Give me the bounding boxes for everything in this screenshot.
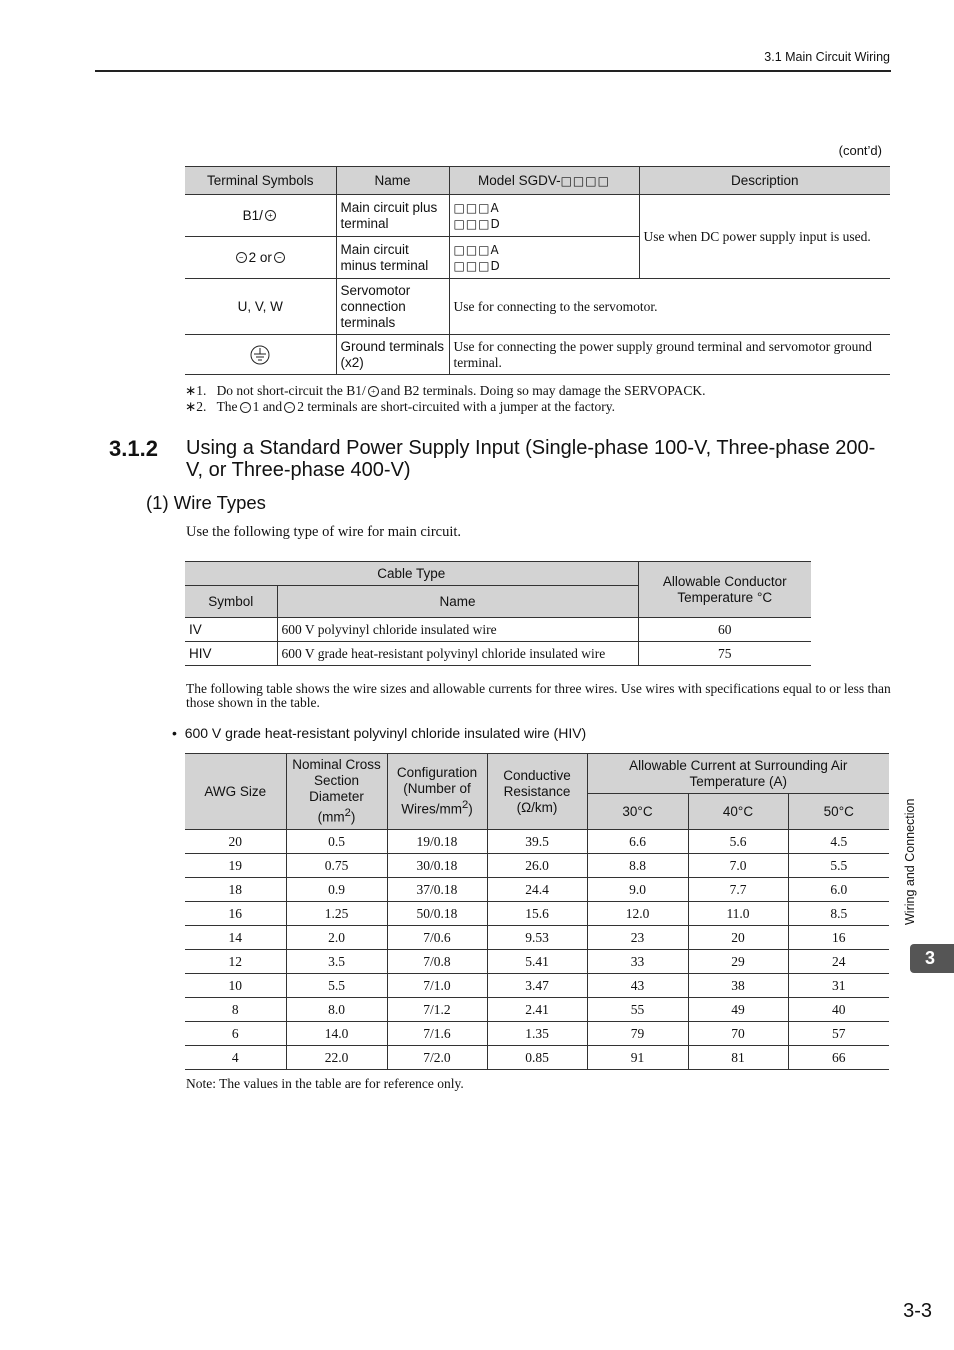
plus-circle-icon: +: [368, 386, 379, 397]
intro-text: Use the following type of wire for main circuit.: [186, 524, 462, 540]
table-row: [185, 998, 889, 1022]
table-cell: 0.5: [286, 830, 387, 854]
table-cell: 43: [587, 974, 688, 998]
table-cell: 39.5: [487, 830, 587, 854]
table-cell: 7/2.0: [387, 1046, 487, 1070]
table-cell: 2.0: [286, 926, 387, 950]
table-cell: 18: [185, 878, 286, 902]
symbol-uvw: U, V, W: [185, 279, 336, 335]
table-cell: 12.0: [587, 902, 688, 926]
table-row: [185, 830, 889, 854]
table-cell: 15.6: [487, 902, 587, 926]
table-cell: 1.35: [487, 1022, 587, 1046]
plus-circle-icon: +: [265, 210, 276, 221]
table-cell: 7.0: [688, 854, 788, 878]
name-minus-terminal: Main circuit minus terminal: [336, 237, 449, 279]
table-cell: 16: [788, 926, 889, 950]
header-temp-50: 50°C: [788, 794, 889, 830]
table-cell: 0.85: [487, 1046, 587, 1070]
header-cable-name: Name: [277, 586, 638, 618]
cable-type-table: [185, 561, 811, 666]
table-row: [185, 878, 889, 902]
header-configuration: Configuration (Number of Wires/$mm^2$): [387, 754, 487, 830]
table-cell: 5.5: [286, 974, 387, 998]
table-cell: 9.0: [587, 878, 688, 902]
table-cell: 29: [688, 950, 788, 974]
table-cell: 7/0.8: [387, 950, 487, 974]
header-terminal-symbols: Terminal Symbols: [185, 167, 336, 195]
header-rule: [95, 70, 891, 72]
table-cell: 50/0.18: [387, 902, 487, 926]
table-cell: 4: [185, 1046, 286, 1070]
ground-icon: [250, 345, 270, 365]
minus-circle-icon: −: [236, 252, 247, 263]
table-cell: 33: [587, 950, 688, 974]
cable-symbol: IV: [185, 618, 277, 642]
table-cell: 66: [788, 1046, 889, 1070]
table-cell: 14.0: [286, 1022, 387, 1046]
bullet-hiv: • 600 V grade heat-resistant polyvinyl chloride insulated wire (HIV): [172, 725, 587, 741]
table-cell: 7/1.0: [387, 974, 487, 998]
table-cell: 9.53: [487, 926, 587, 950]
footnote-1: ∗1. Do not short-circuit the B1/ + and B2 terminals. Doing so may damage the SERVOPACK.: [185, 383, 706, 398]
table-cell: 79: [587, 1022, 688, 1046]
table-cell: 81: [688, 1046, 788, 1070]
header-nominal-diameter: Nominal Cross Section Diameter $(mm^2)$: [286, 754, 387, 830]
table-row: [185, 1022, 889, 1046]
header-allowable-current: Allowable Current at Surrounding Air Temperature (A): [587, 754, 889, 794]
table-cell: 16: [185, 902, 286, 926]
table-cell: 38: [688, 974, 788, 998]
table-cell: 20: [688, 926, 788, 950]
symbol-minus: − 2 or −: [185, 237, 336, 279]
table-cell: 8.8: [587, 854, 688, 878]
table-cell: 11.0: [688, 902, 788, 926]
table-cell: 55: [587, 998, 688, 1022]
subheading-wire-types: (1) Wire Types: [146, 492, 266, 513]
header-description: Description: [639, 167, 890, 195]
continued-label: (cont’d): [838, 143, 882, 158]
header-temp-30: 30°C: [587, 794, 688, 830]
cable-name: 600 V grade heat-resistant polyvinyl chloride insulated wire: [277, 642, 638, 666]
table-cell: 8: [185, 998, 286, 1022]
table-cell: 2.41: [487, 998, 587, 1022]
header-temp-40: 40°C: [688, 794, 788, 830]
section-number: 3.1.2: [109, 436, 158, 461]
running-header: 3.1 Main Circuit Wiring: [764, 50, 890, 64]
table-cell: 4.5: [788, 830, 889, 854]
table-cell: 49: [688, 998, 788, 1022]
table-cell: 24: [788, 950, 889, 974]
table-cell: 22.0: [286, 1046, 387, 1070]
symbol-b1: B1/ +: [185, 195, 336, 237]
cable-name: 600 V polyvinyl chloride insulated wire: [277, 618, 638, 642]
table-row: [185, 902, 889, 926]
minus-circle-icon: −: [284, 402, 295, 413]
name-servomotor-terminals: Servomotor connection terminals: [336, 279, 449, 335]
table-cell: 8.0: [286, 998, 387, 1022]
model-plus: □□□A □□□D: [449, 195, 639, 237]
cable-temp: 75: [638, 642, 811, 666]
chapter-number: 3: [924, 948, 935, 968]
table-cell: 6.6: [587, 830, 688, 854]
header-symbol: Symbol: [185, 586, 277, 618]
table-row: [185, 950, 889, 974]
table-cell: 0.9: [286, 878, 387, 902]
table-cell: 91: [587, 1046, 688, 1070]
table-row: [185, 926, 889, 950]
table-cell: 3.47: [487, 974, 587, 998]
table-cell: 40: [788, 998, 889, 1022]
table-cell: 57: [788, 1022, 889, 1046]
wire-size-rows: [185, 830, 889, 1070]
table-cell: 26.0: [487, 854, 587, 878]
table-cell: 6.0: [788, 878, 889, 902]
table-cell: 37/0.18: [387, 878, 487, 902]
wire-table-intro: The following table shows the wire sizes and allowable currents for three wires. Use wires with specifications equal to or less than those shown in the table.: [186, 681, 891, 710]
table-cell: 5.6: [688, 830, 788, 854]
header-allowable-temp: Allowable Conductor Temperature °C: [638, 562, 811, 618]
table-cell: 5.41: [487, 950, 587, 974]
header-awg-size: AWG Size: [185, 754, 286, 830]
table-cell: 7/1.6: [387, 1022, 487, 1046]
table-cell: 7/0.6: [387, 926, 487, 950]
cable-symbol: HIV: [185, 642, 277, 666]
table-cell: 0.75: [286, 854, 387, 878]
description-servomotor: Use for connecting to the servomotor.: [449, 279, 890, 335]
model-minus: □□□A □□□D: [449, 237, 639, 279]
table-row: [185, 1046, 889, 1070]
header-model: Model SGDV-□□□□: [449, 167, 639, 195]
table-note: Note: The values in the table are for reference only.: [186, 1076, 464, 1091]
table-cell: 19/0.18: [387, 830, 487, 854]
table-cell: 3.5: [286, 950, 387, 974]
footnote-2: ∗2. The − 1 and − 2 terminals are short-circuited with a jumper at the factory.: [185, 399, 615, 414]
table-cell: 12: [185, 950, 286, 974]
table-cell: 6: [185, 1022, 286, 1046]
table-cell: 24.4: [487, 878, 587, 902]
section-title: Using a Standard Power Supply Input (Single-phase 100-V, Three-phase 200-V, or Three-phase 400-V): [186, 437, 876, 481]
table-cell: 70: [688, 1022, 788, 1046]
table-cell: 7/1.2: [387, 998, 487, 1022]
table-row: [185, 974, 889, 998]
table-cell: 14: [185, 926, 286, 950]
chapter-side-label: Wiring and Connection: [903, 798, 917, 925]
table-cell: 8.5: [788, 902, 889, 926]
table-cell: 5.5: [788, 854, 889, 878]
header-name: Name: [336, 167, 449, 195]
name-plus-terminal: Main circuit plus terminal: [336, 195, 449, 237]
page-number: 3-3: [903, 1300, 932, 1322]
table-cell: 1.25: [286, 902, 387, 926]
wire-size-table: [185, 753, 889, 1070]
table-cell: 23: [587, 926, 688, 950]
terminal-table: [185, 166, 890, 375]
cable-temp: 60: [638, 618, 811, 642]
table-cell: 19: [185, 854, 286, 878]
table-cell: 7.7: [688, 878, 788, 902]
symbol-ground: [185, 335, 336, 375]
description-ground: Use for connecting the power supply ground terminal and servomotor ground terminal.: [449, 335, 890, 375]
header-resistance: Conductive Resistance (Ω/km): [487, 754, 587, 830]
minus-circle-icon: −: [240, 402, 251, 413]
description-dc-input: Use when DC power supply input is used.: [639, 195, 890, 279]
minus-circle-icon: −: [274, 252, 285, 263]
table-cell: 30/0.18: [387, 854, 487, 878]
header-cable-type: Cable Type: [185, 562, 638, 586]
table-row: [185, 854, 889, 878]
name-ground-terminals: Ground terminals (x2): [336, 335, 449, 375]
table-cell: 10: [185, 974, 286, 998]
table-cell: 20: [185, 830, 286, 854]
table-cell: 31: [788, 974, 889, 998]
